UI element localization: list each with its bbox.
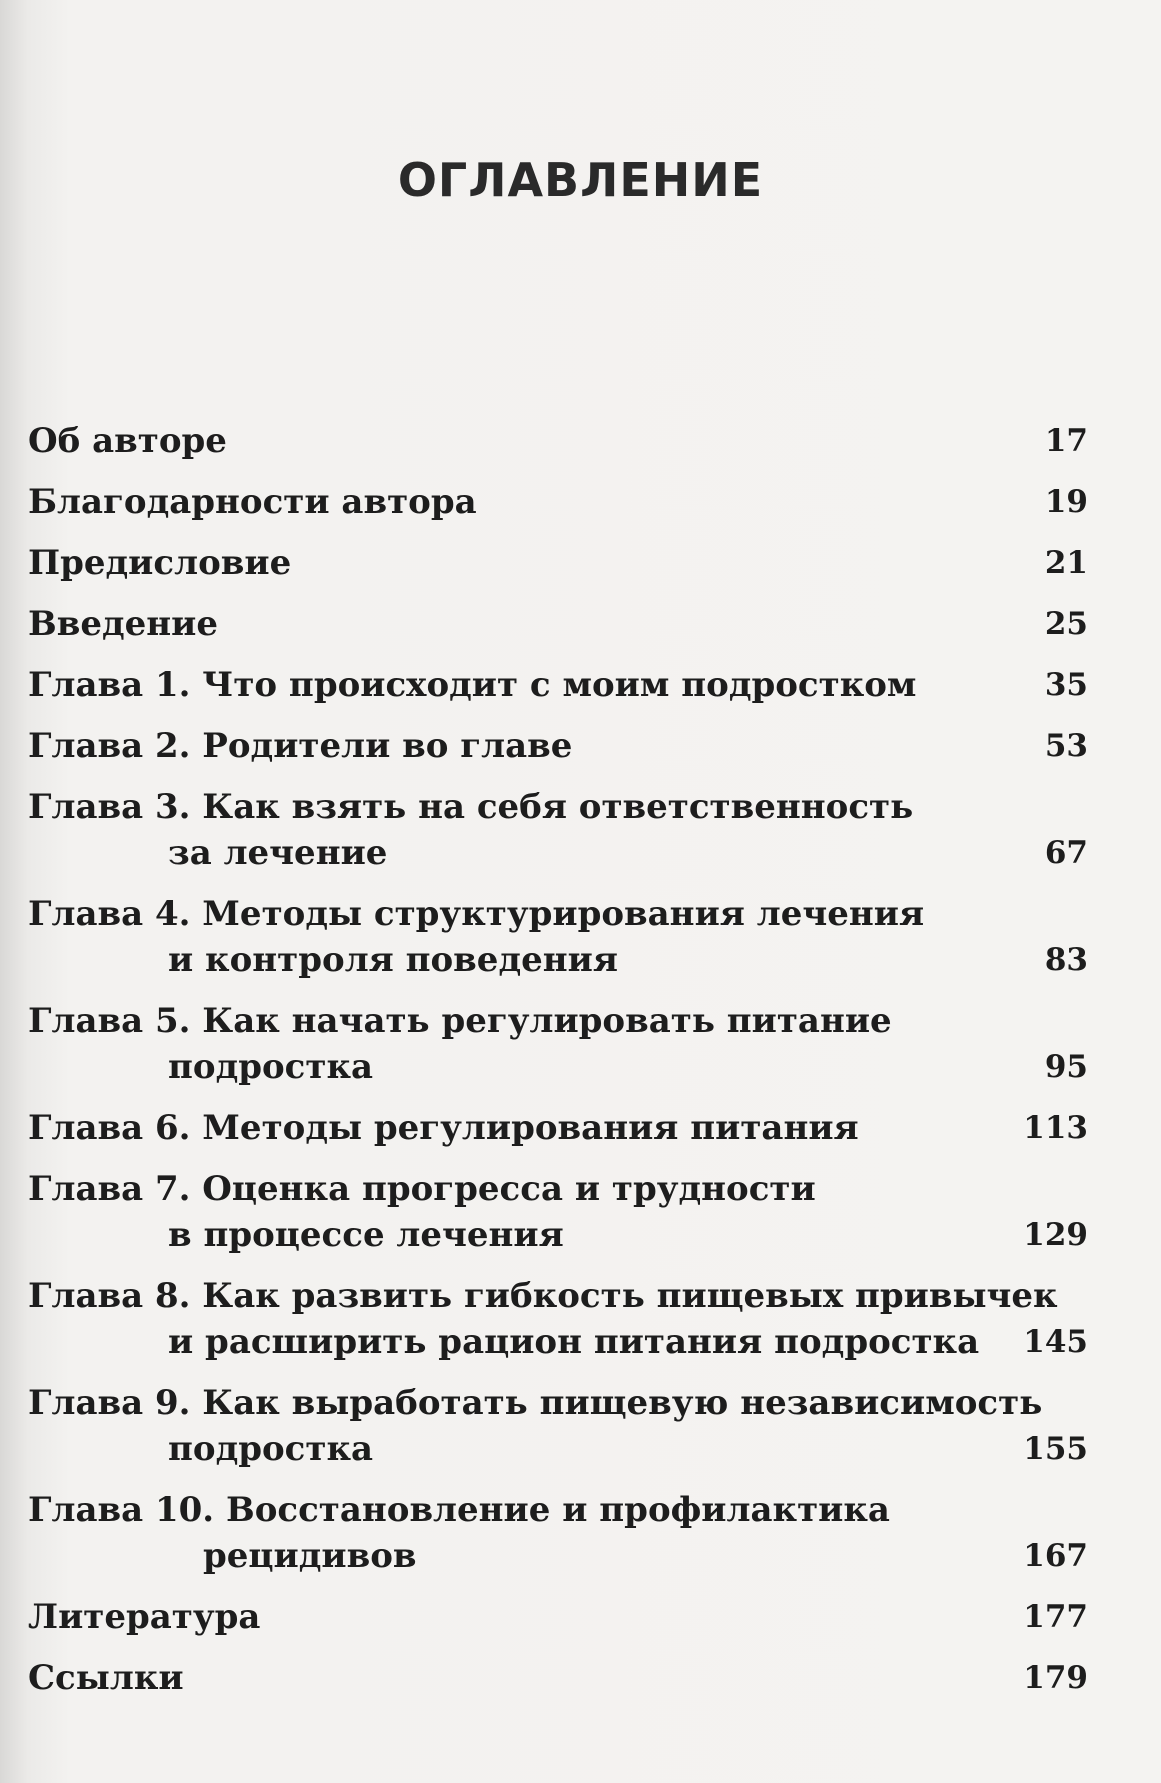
toc-entry-title: Глава 9. Как выработать пищевую независимость [28, 1383, 1043, 1423]
toc-entry [28, 1380, 1088, 1472]
toc-entry-title: Глава 8. Как развить гибкость пищевых привычек [28, 1276, 1058, 1316]
toc-page-number: 53 [1044, 728, 1088, 764]
toc-entry-title-continued: и контроля поведения [168, 940, 618, 980]
table-of-contents [28, 418, 1088, 1716]
toc-page-number: 113 [1023, 1110, 1088, 1146]
toc-page-number: 177 [1023, 1599, 1088, 1635]
toc-entry [28, 1487, 1088, 1579]
toc-entry [28, 479, 1088, 525]
toc-entry [28, 1273, 1088, 1365]
toc-entry-title: Глава 4. Методы структурирования лечения [28, 894, 925, 934]
page-title: ОГЛАВЛЕНИЕ [397, 153, 764, 207]
toc-entry-title-continued: подростка [168, 1047, 374, 1087]
toc-entry [28, 723, 1088, 769]
toc-page-number: 67 [1044, 835, 1088, 871]
toc-page-number: 95 [1044, 1049, 1088, 1085]
toc-entry-title: Глава 6. Методы регулирования питания [28, 1108, 859, 1148]
toc-entry-title: Предисловие [28, 543, 292, 583]
toc-entry-title-continued: за лечение [168, 833, 388, 873]
toc-page-number: 25 [1044, 606, 1088, 642]
toc-entry-title: Благодарности автора [28, 482, 477, 522]
toc-page-number: 129 [1023, 1217, 1088, 1253]
toc-entry-title: Ссылки [28, 1658, 184, 1698]
toc-page-number: 155 [1023, 1431, 1088, 1467]
toc-entry [28, 1594, 1088, 1640]
toc-page-number: 83 [1044, 942, 1088, 978]
toc-page-number: 145 [1023, 1324, 1088, 1360]
toc-entry [28, 540, 1088, 586]
toc-entry [28, 1166, 1088, 1258]
toc-entry-title-continued: рецидивов [203, 1536, 417, 1576]
toc-entry-title: Литература [28, 1597, 261, 1637]
toc-page-number: 167 [1023, 1538, 1088, 1574]
toc-page-number: 21 [1044, 545, 1088, 581]
toc-page-number: 179 [1023, 1660, 1088, 1696]
toc-entry [28, 418, 1088, 464]
toc-entry-title: Глава 2. Родители во главе [28, 726, 573, 766]
toc-entry [28, 662, 1088, 708]
toc-entry [28, 1655, 1088, 1701]
toc-entry [28, 1105, 1088, 1151]
toc-page-number: 19 [1044, 484, 1088, 520]
toc-entry-title: Об авторе [28, 421, 227, 461]
toc-entry-title: Глава 5. Как начать регулировать питание [28, 1001, 892, 1041]
toc-entry [28, 784, 1088, 876]
toc-page-number: 35 [1044, 667, 1088, 703]
toc-page-number: 17 [1044, 423, 1088, 459]
toc-entry [28, 891, 1088, 983]
toc-entry-title: Глава 7. Оценка прогресса и трудности [28, 1169, 816, 1209]
toc-entry-title: Глава 3. Как взять на себя ответственность [28, 787, 914, 827]
toc-entry [28, 998, 1088, 1090]
toc-entry-title: Введение [28, 604, 219, 644]
toc-entry-title: Глава 10. Восстановление и профилактика [28, 1490, 890, 1530]
toc-entry-title-continued: в процессе лечения [168, 1215, 564, 1255]
toc-entry [28, 601, 1088, 647]
toc-entry-title-continued: и расширить рацион питания подростка [168, 1322, 980, 1362]
toc-entry-title: Глава 1. Что происходит с моим подростком [28, 665, 917, 705]
toc-entry-title-continued: подростка [168, 1429, 374, 1469]
